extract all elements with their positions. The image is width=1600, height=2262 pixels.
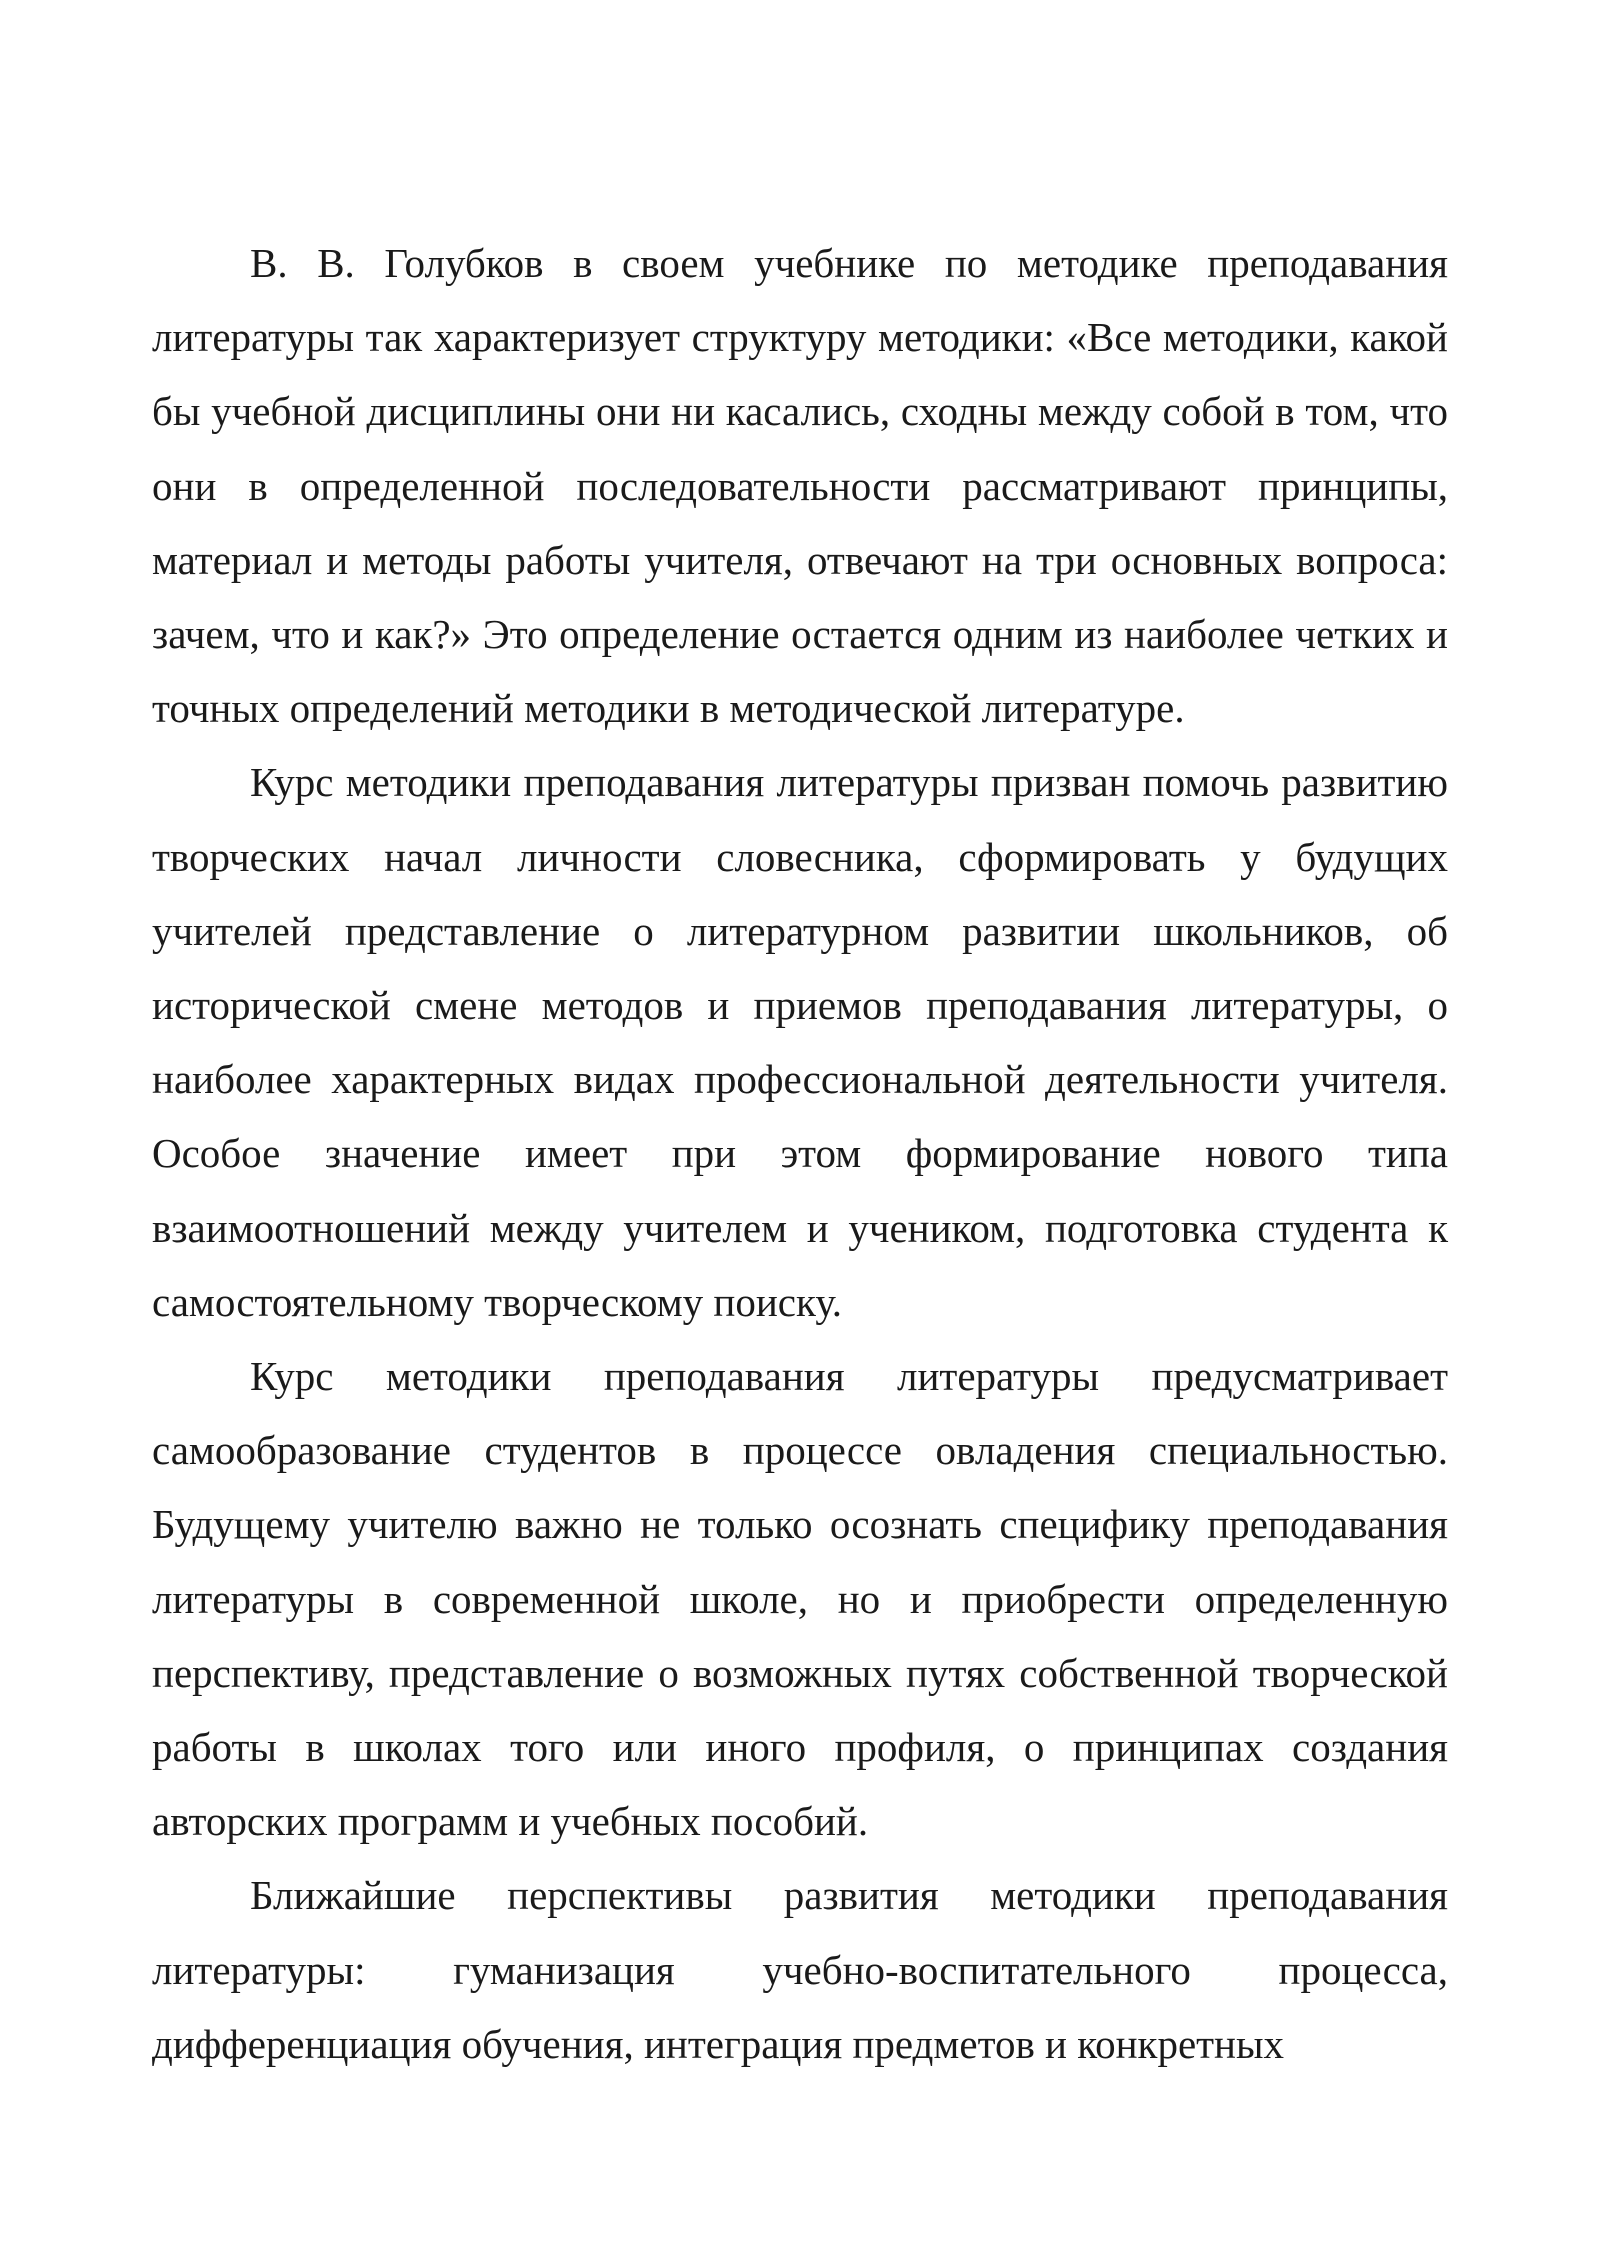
paragraph-2: Курс методики преподавания литературы призван помочь развитию творческих начал личности словесника, сформировать у будущих учителей представление о литературном развитии школьников, об исторической смене методов и приемов преподавания литературы, о наиболее характерных видах профессиональной деятельности учителя. Особое значение имеет при этом формирование нового типа взаимоотношений между учителем и учеником, подготовка студента к самостоятельному творческому поиску. bbox=[152, 759, 1448, 1325]
paragraph-4: Ближайшие перспективы развития методики преподавания литературы: гуманизация учебно-воспитательного процесса, дифференциация обучения, интеграция предметов и конкретных bbox=[152, 1872, 1448, 2067]
document-body bbox=[152, 226, 1448, 2081]
paragraph-1: В. В. Голубков в своем учебнике по методике преподавания литературы так характеризует структуру методики: «Все методики, какой бы учебной дисциплины они ни касались, сходны между собой в том, что они в определенной последовательности рассматривают принципы, материал и методы работы учителя, отвечают на три основных вопроса: зачем, что и как?» Это определение остается одним из наиболее четких и точных определений методики в методической литературе. bbox=[152, 240, 1448, 732]
paragraph-3: Курс методики преподавания литературы предусматривает самообразование студентов в процессе овладения специальностью. Будущему учителю важно не только осознать специфику преподавания литературы в современной школе, но и приобрести определенную перспективу, представление о возможных путях собственной творческой работы в школах того или иного профиля, о принципах создания авторских программ и учебных пособий. bbox=[152, 1353, 1448, 1845]
